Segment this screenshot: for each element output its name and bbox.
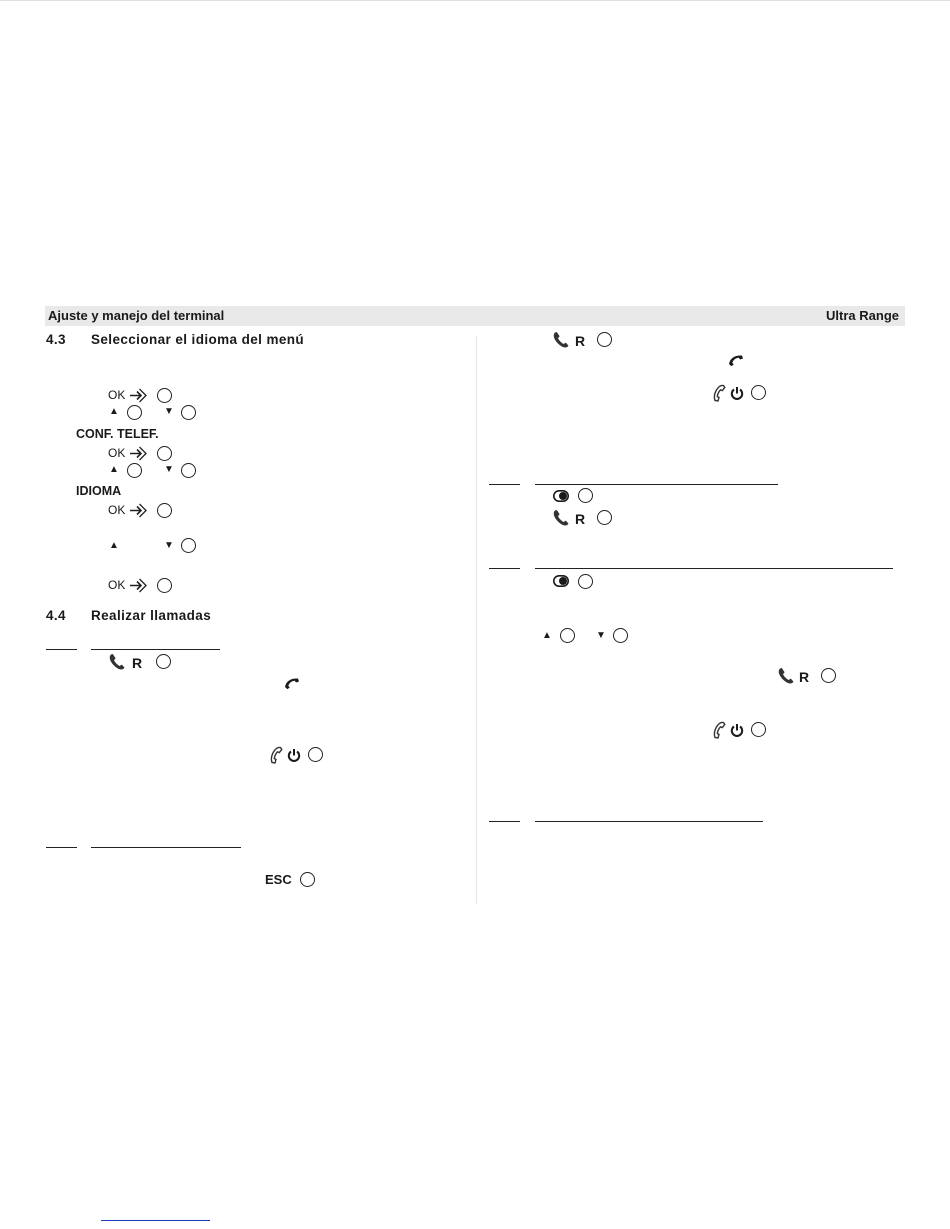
subsection-rule-short <box>489 821 520 822</box>
phone-icon <box>777 667 797 685</box>
key-button-circle[interactable] <box>578 574 593 589</box>
power-icon <box>287 748 301 763</box>
key-button-circle[interactable] <box>578 488 593 503</box>
key-button-circle[interactable] <box>157 503 172 518</box>
ok-key-label: OK <box>108 446 126 460</box>
end-call-icon <box>712 721 727 740</box>
subsection-rule-short <box>489 568 520 569</box>
r-key-label: R <box>575 333 586 349</box>
ok-enter-icon <box>129 502 148 519</box>
subsection-rule-long <box>535 484 778 485</box>
power-icon <box>730 386 744 401</box>
key-button-circle[interactable] <box>157 578 172 593</box>
key-button-circle[interactable] <box>751 385 766 400</box>
redial-icon <box>553 575 569 587</box>
up-arrow-icon: ▲ <box>109 464 119 475</box>
subsection-rule-short <box>46 847 77 848</box>
phone-icon <box>552 331 572 349</box>
up-arrow-icon: ▲ <box>542 630 552 641</box>
phone-icon <box>552 509 572 527</box>
r-key-label: R <box>132 655 143 671</box>
esc-key-label: ESC <box>265 872 292 887</box>
menu-label-idioma: IDIOMA <box>76 484 122 498</box>
redial-icon <box>553 490 569 502</box>
footer-link-underline[interactable] <box>101 1220 210 1221</box>
down-arrow-icon: ▼ <box>164 406 174 417</box>
r-key-label: R <box>575 511 586 527</box>
subsection-rule-long <box>535 821 763 822</box>
header-chapter-title: Ajuste y manejo del terminal <box>48 308 225 323</box>
ok-enter-icon <box>129 445 148 462</box>
down-arrow-icon: ▼ <box>596 630 606 641</box>
up-arrow-icon: ▲ <box>109 406 119 417</box>
handset-icon <box>727 353 745 367</box>
section-4-4-number: 4.4 <box>46 608 66 623</box>
key-button-circle[interactable] <box>597 510 612 525</box>
phone-icon <box>108 653 128 671</box>
end-call-icon <box>269 746 284 765</box>
up-arrow-icon: ▲ <box>109 540 119 551</box>
key-button-circle[interactable] <box>157 388 172 403</box>
subsection-rule-long <box>91 847 241 848</box>
key-button-circle[interactable] <box>181 538 196 553</box>
key-button-circle[interactable] <box>127 405 142 420</box>
column-divider <box>476 336 477 904</box>
subsection-rule-long <box>535 568 893 569</box>
ok-enter-icon <box>129 577 148 594</box>
ok-key-label: OK <box>108 388 126 402</box>
menu-label-conf-telef: CONF. TELEF. <box>76 427 159 441</box>
key-button-circle[interactable] <box>157 446 172 461</box>
subsection-rule-long <box>91 649 220 650</box>
r-key-label: R <box>799 669 810 685</box>
subsection-rule-short <box>489 484 520 485</box>
down-arrow-icon: ▼ <box>164 540 174 551</box>
key-button-circle[interactable] <box>181 405 196 420</box>
key-button-circle[interactable] <box>156 654 171 669</box>
page-header <box>45 306 905 326</box>
key-button-circle[interactable] <box>751 722 766 737</box>
key-button-circle[interactable] <box>308 747 323 762</box>
key-button-circle[interactable] <box>560 628 575 643</box>
key-button-circle[interactable] <box>127 463 142 478</box>
section-4-3-title: Seleccionar el idioma del menú <box>91 332 305 347</box>
section-4-3-number: 4.3 <box>46 332 66 347</box>
subsection-rule-short <box>46 649 77 650</box>
ok-key-label: OK <box>108 503 126 517</box>
handset-icon <box>283 676 301 690</box>
key-button-circle[interactable] <box>821 668 836 683</box>
key-button-circle[interactable] <box>300 872 315 887</box>
ok-key-label: OK <box>108 578 126 592</box>
power-icon <box>730 723 744 738</box>
header-product-name: Ultra Range <box>826 308 899 323</box>
ok-enter-icon <box>129 387 148 404</box>
key-button-circle[interactable] <box>181 463 196 478</box>
key-button-circle[interactable] <box>613 628 628 643</box>
end-call-icon <box>712 384 727 403</box>
page-top-edge <box>0 0 950 1</box>
section-4-4-title: Realizar llamadas <box>91 608 212 623</box>
key-button-circle[interactable] <box>597 332 612 347</box>
down-arrow-icon: ▼ <box>164 464 174 475</box>
